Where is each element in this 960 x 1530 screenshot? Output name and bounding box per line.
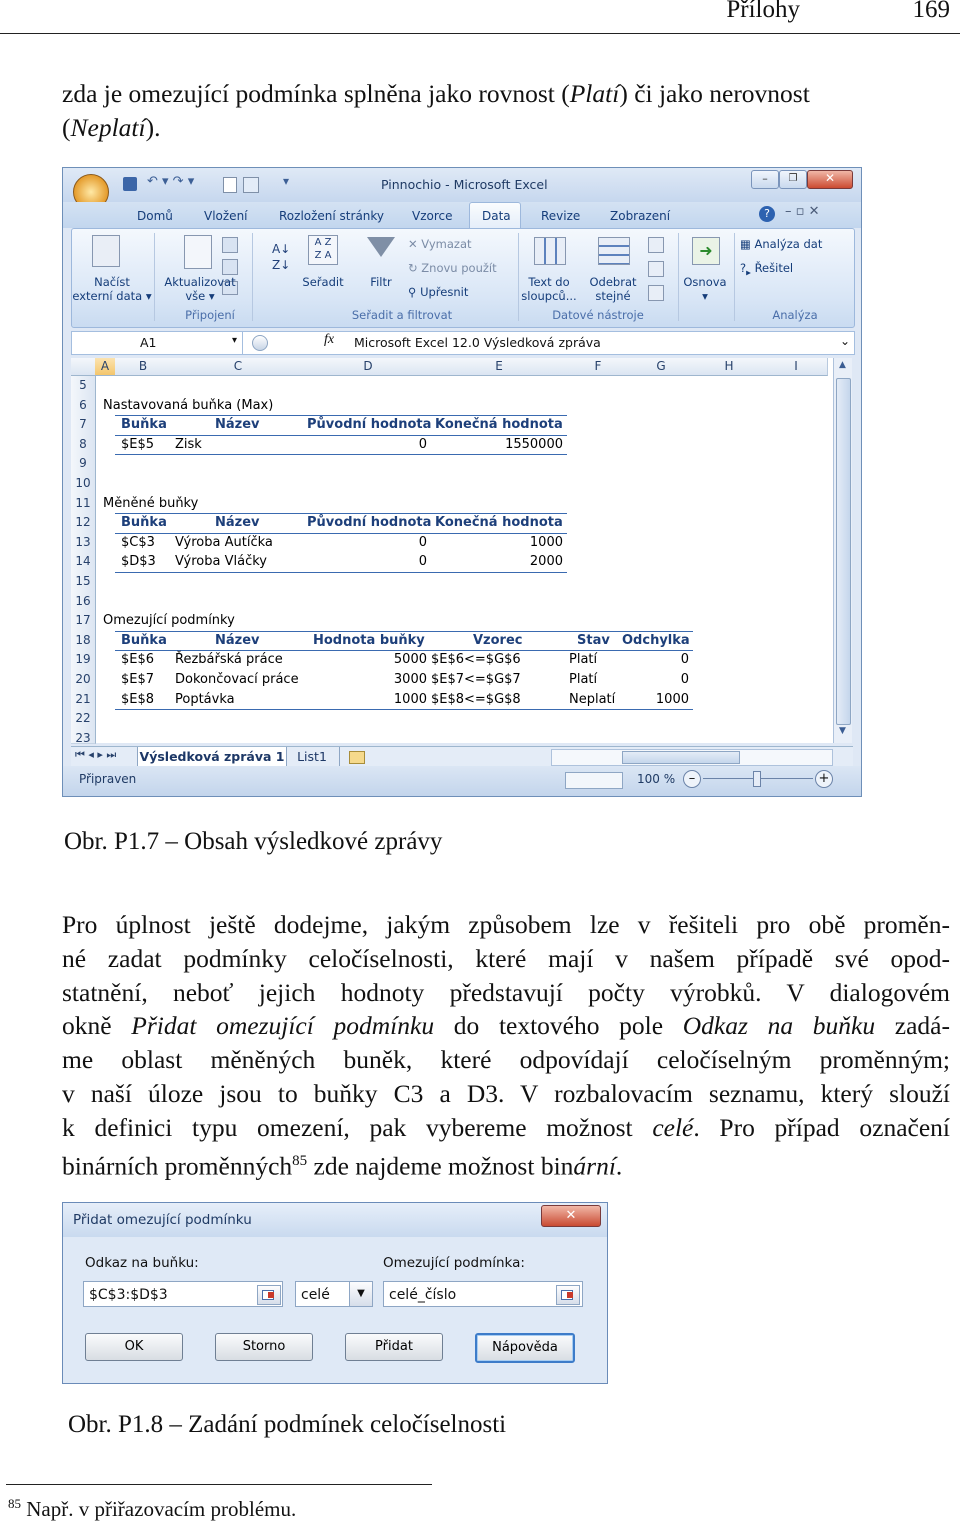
cell-ref-input[interactable]: $C$3:$D$3 [83, 1281, 283, 1307]
cell-ref-label: Odkaz na buňku: [85, 1255, 199, 1271]
analyza-dat-label: Analýza dat [754, 237, 823, 251]
table-border [115, 454, 567, 455]
cell-value[interactable]: 3000 [393, 672, 427, 687]
para-text: do textového pole [434, 1011, 683, 1041]
scroll-thumb[interactable] [836, 378, 851, 725]
worksheet-grid [71, 358, 851, 743]
aktualizovat-button[interactable]: Aktualizovat vše ▾ [160, 275, 240, 303]
body-paragraph [62, 908, 950, 1183]
para-text: binárních proměnných [62, 1151, 293, 1181]
upresnit-label: Upřesnit [420, 285, 469, 299]
ribbon [71, 228, 855, 328]
col-header-b[interactable]: B [115, 358, 172, 376]
scroll-down-icon[interactable]: ▼ [839, 726, 846, 736]
resitel-button[interactable]: $?_▸$ Řešitel [740, 261, 794, 279]
cell-slack[interactable]: 0 [680, 652, 689, 668]
undo-icon[interactable]: ↶ ▾ ↷ ▾ [147, 174, 195, 189]
zoom-out-icon[interactable]: – [683, 770, 701, 788]
aktualizovat-label: Aktualizovat [164, 275, 236, 289]
cell-name[interactable]: Zisk [175, 436, 202, 452]
para-text: bin [540, 1151, 574, 1181]
zoom-slider-thumb[interactable] [753, 771, 761, 787]
externi-data-label: externí data [72, 289, 143, 303]
header-puvodni[interactable]: Původní hodnota [307, 417, 432, 433]
row-header[interactable]: 21 [71, 690, 96, 711]
footnote-ref[interactable]: 85 [292, 1152, 308, 1169]
upresnit-button[interactable]: ⚲ Upřesnit [408, 285, 469, 299]
cell-name[interactable]: Výroba Vláčky [175, 554, 267, 570]
cell-status[interactable]: Platí [569, 652, 598, 668]
row-header[interactable]: 20 [71, 670, 96, 691]
chevron-down-icon[interactable]: ▼ [349, 1282, 372, 1306]
remove-duplicates-icon[interactable] [598, 237, 630, 265]
para-line: me oblast měněných buněk, které odpovídají celočíselným proměnným; [62, 1045, 950, 1075]
para-italic-field-name: Odkaz na buňku [682, 1011, 876, 1041]
new-doc-icon[interactable] [223, 177, 237, 193]
row-header[interactable]: 14 [71, 552, 96, 573]
para-text: zadá- [875, 1011, 950, 1041]
row-header[interactable]: 13 [71, 533, 96, 554]
col-header-e[interactable]: E [431, 358, 568, 376]
odebrat-stejne-button[interactable] [582, 275, 644, 303]
view-buttons[interactable] [565, 772, 623, 789]
osnova-label: Osnova [683, 275, 727, 289]
resitel-label: Řešitel [754, 261, 794, 275]
group-separator [154, 233, 155, 321]
cell-value[interactable]: 5000 [393, 652, 427, 668]
properties-icon[interactable] [222, 259, 238, 275]
nacist-label: Načíst [94, 275, 130, 289]
header-bunka[interactable]: Buňka [121, 632, 167, 648]
text-do-label: Text do [528, 275, 570, 289]
cell-name[interactable]: Dokončovací práce [175, 672, 299, 687]
row-header[interactable]: 12 [71, 513, 96, 534]
operator-select[interactable] [295, 1281, 373, 1307]
header-vzorec[interactable]: Vzorec [473, 632, 523, 648]
znovu-pouzit-label: Znovu použít [421, 261, 497, 275]
horizontal-scrollbar[interactable] [551, 749, 833, 766]
zoom-in-icon[interactable]: + [815, 770, 833, 788]
operator-value: celé [301, 1287, 330, 1303]
row-header[interactable]: 5 [71, 376, 96, 397]
close-button[interactable]: ✕ [807, 170, 853, 189]
tab-rozlozeni[interactable]: Rozložení stránky [279, 209, 385, 223]
constraint-input[interactable]: celé_číslo [383, 1281, 583, 1307]
window-title: Pinnochio - Microsoft Excel [381, 177, 548, 192]
tab-vlozeni[interactable]: Vložení [204, 209, 248, 223]
cell-slack[interactable]: 1000 [655, 691, 689, 707]
vertical-scrollbar[interactable] [833, 358, 852, 743]
filtr-button[interactable]: Filtr [370, 275, 392, 289]
header-konecna[interactable]: Konečná hodnota [435, 515, 563, 531]
cell-original[interactable]: 0 [418, 554, 427, 570]
group-analyza: Analýza [772, 308, 818, 322]
data-validation-icon[interactable] [648, 237, 664, 253]
cell-final[interactable]: 2000 [529, 554, 563, 570]
row-header[interactable]: 6 [71, 396, 96, 417]
save-icon[interactable] [123, 177, 137, 191]
ok-button[interactable]: OK [85, 1333, 183, 1361]
header-stav[interactable]: Stav [577, 632, 610, 648]
print-preview-icon[interactable] [243, 177, 259, 193]
intro-line-1 [62, 77, 950, 111]
help-icon[interactable]: ? [759, 206, 775, 222]
col-header-h[interactable]: H [693, 358, 766, 376]
add-constraint-dialog [62, 1202, 608, 1384]
para-line [62, 1009, 950, 1043]
excel-titlebar [63, 168, 861, 202]
intro-neplatí: Neplatí [70, 112, 146, 142]
footnote-number: 85 [8, 1496, 21, 1511]
table-border [115, 513, 567, 514]
group-datove-nastroje: Datové nástroje [552, 308, 644, 322]
cell-original[interactable]: 0 [418, 534, 427, 550]
cell-name[interactable]: Poptávka [175, 691, 235, 707]
tab-zobrazeni[interactable]: Zobrazení [610, 209, 671, 223]
cell-ref[interactable]: $E$8 [121, 691, 155, 707]
dialog-close-icon[interactable]: ✕ [541, 1205, 601, 1227]
sort-az-icon[interactable]: A↓ Z↓ [272, 242, 291, 272]
footnote-text: Např. v přiřazovacím problému. [26, 1497, 297, 1521]
running-header [0, 0, 960, 34]
section-title-changing[interactable]: Měněné buňky [103, 495, 199, 511]
sheet-tab-vysledkova-zprava[interactable]: Výsledková zpráva 1 [137, 747, 287, 767]
header-bunka[interactable]: Buňka [121, 417, 167, 433]
intro-line-2 [62, 111, 950, 145]
help-button[interactable]: Nápověda [475, 1333, 575, 1363]
footnote-rule [6, 1484, 432, 1485]
row-header[interactable]: 9 [71, 454, 96, 475]
table-border [115, 631, 693, 632]
constraint-label: Omezující podmínka: [383, 1255, 525, 1271]
cell-status[interactable]: Neplatí [569, 691, 616, 707]
tab-data[interactable]: Data [482, 209, 511, 223]
header-bunka[interactable]: Buňka [121, 515, 167, 531]
para-line [62, 1145, 950, 1183]
cell-status[interactable]: Platí [569, 672, 598, 687]
workbook-controls[interactable]: – ▫ ✕ [785, 204, 820, 219]
row-header[interactable]: 17 [71, 611, 96, 632]
section-title-objective[interactable]: Nastavovaná buňka (Max) [103, 397, 274, 413]
intro-text-b: ) či jako nerovnost [619, 79, 810, 108]
name-box-dropdown-icon[interactable]: ▾ [232, 335, 238, 346]
col-header-f[interactable]: F [567, 358, 630, 376]
scroll-up-icon[interactable]: ▲ [839, 360, 846, 370]
row-header[interactable]: 15 [71, 572, 96, 593]
cell-ref[interactable]: $C$3 [121, 534, 155, 550]
cell-value[interactable]: 1000 [393, 691, 427, 707]
add-button[interactable]: Přidat [345, 1333, 443, 1361]
cell-formula[interactable]: $E$6<=$G$6 [431, 652, 521, 668]
range-arrow-icon [567, 1292, 573, 1298]
cell-final[interactable]: 1550000 [505, 436, 563, 452]
sort-icon[interactable]: A Z Z A [308, 235, 338, 265]
nacist-button[interactable]: Načíst externí data ▾ [72, 275, 152, 303]
intro-text [62, 77, 950, 145]
col-header-i[interactable]: I [765, 358, 828, 376]
text-to-columns-icon[interactable] [534, 237, 566, 265]
refresh-icon[interactable] [184, 235, 212, 269]
intro-text-c: ( [62, 112, 71, 142]
select-all-corner[interactable] [71, 358, 96, 376]
para-text: . Pro případ označení [693, 1112, 950, 1142]
para-text: zde najdeme možnost [307, 1151, 541, 1181]
header-nazev[interactable]: Název [215, 417, 260, 433]
analyza-dat-button[interactable]: ▦ Analýza dat [740, 237, 823, 251]
status-text: Připraven [79, 772, 137, 786]
header-odchylka[interactable]: Odchylka [622, 632, 690, 648]
col-header-c[interactable]: C [171, 358, 306, 376]
row-header[interactable]: 10 [71, 474, 96, 495]
col-header-a[interactable]: A [95, 358, 116, 376]
para-text: . [615, 1151, 623, 1181]
header-hodnota[interactable]: Hodnota buňky [313, 632, 425, 648]
cell-final[interactable]: 1000 [529, 534, 563, 550]
insert-sheet-icon[interactable] [349, 751, 365, 764]
cancel-button[interactable]: Storno [215, 1333, 313, 1361]
table-border [115, 415, 567, 416]
group-separator [678, 233, 679, 321]
cell-name[interactable]: Řezbářská práce [175, 652, 283, 668]
status-bar [63, 766, 861, 796]
tab-revize[interactable]: Revize [541, 209, 581, 223]
name-box-value: A1 [140, 335, 157, 350]
row-header[interactable]: 19 [71, 650, 96, 671]
dialog-title: Přidat omezující podmínku [73, 1212, 252, 1228]
header-konecna[interactable]: Konečná hodnota [435, 417, 563, 433]
cell-ref[interactable]: $E$7 [121, 672, 155, 687]
text-do-sloupcu-button[interactable] [518, 275, 580, 303]
page-number: 169 [912, 0, 950, 23]
figure-caption-1: Obr. P1.7 – Obsah výsledkové zprávy [64, 828, 443, 855]
window-controls [751, 170, 855, 188]
restore-button[interactable]: ❐ [779, 170, 807, 189]
para-text: okně [62, 1011, 132, 1041]
zoom-level[interactable]: 100 % [637, 772, 676, 786]
header-nazev[interactable]: Název [215, 515, 260, 531]
figure-caption-2: Obr. P1.8 – Zadání podmínek celočíselnosti [68, 1411, 507, 1438]
cell-ref[interactable]: $D$3 [121, 554, 156, 570]
header-nazev[interactable]: Název [215, 632, 260, 648]
cell-ref-collapse-icon[interactable] [257, 1285, 281, 1305]
fx-icon[interactable]: fx [324, 332, 335, 347]
cell-ref[interactable]: $E$6 [121, 652, 155, 668]
row-header[interactable]: 11 [71, 494, 96, 515]
row-header[interactable]: 7 [71, 415, 96, 436]
group-separator [734, 233, 735, 321]
para-line: Pro úplnost ještě dodejme, jakým způsobem lze v řešiteli pro obě proměn- [62, 910, 950, 939]
header-puvodni[interactable]: Původní hodnota [307, 515, 432, 531]
group-seradit-filtrovat: Seřadit a filtrovat [351, 308, 453, 322]
ribbon-tabs [63, 202, 861, 228]
formula-bar [71, 331, 855, 355]
para-italic-dialog-name: Přidat omezující podmínku [131, 1011, 435, 1041]
row-header[interactable]: 22 [71, 709, 96, 730]
vymazat-button: ✕ Vymazat [408, 237, 472, 251]
para-line [62, 1111, 950, 1145]
formula-text[interactable]: Microsoft Excel 12.0 Výsledková zpráva [354, 335, 601, 350]
footnote [8, 1496, 296, 1522]
formula-expand-icon[interactable] [252, 335, 268, 351]
minimize-button[interactable]: – [751, 170, 779, 189]
h-scroll-thumb[interactable] [622, 751, 740, 764]
seradit-button[interactable]: Seřadit [302, 275, 344, 289]
excel-screenshot [62, 167, 862, 797]
intro-text-d: ). [145, 112, 161, 142]
para-italic-cele: celé [652, 1112, 694, 1142]
znovu-pouzit-button: ↻ Znovu použít [408, 261, 497, 275]
para-line: v naší úloze jsou to buňky C3 a D3. V rozbalovacím seznamu, který slouží [62, 1078, 950, 1108]
sheet-nav-icons[interactable]: ⏮ ◂ ▸ ⏭ [75, 748, 117, 761]
header-title: Přílohy [726, 0, 800, 23]
vymazat-label: Vymazat [421, 237, 472, 251]
col-header-d[interactable]: D [305, 358, 432, 376]
external-data-icon[interactable] [92, 235, 120, 267]
cell-formula[interactable]: $E$7<=$G$7 [431, 672, 521, 687]
qat-dropdown-icon[interactable]: ▾ [283, 174, 290, 188]
sloupcu-label: sloupců... [521, 289, 577, 303]
osnova-button[interactable]: Osnova ▾ [680, 275, 730, 303]
name-box[interactable] [72, 332, 243, 354]
intro-platí: Platí [569, 79, 620, 108]
row-header[interactable]: 8 [71, 435, 96, 456]
outline-icon[interactable]: ➜ [692, 237, 720, 265]
odebrat-label: Odebrat [589, 275, 637, 289]
tab-domu[interactable]: Domů [137, 209, 173, 223]
consolidate-icon[interactable] [648, 261, 664, 277]
formula-bar-collapse-icon[interactable]: ⌄ [840, 334, 851, 348]
para-line: statnění, neboť jejich hodnoty představují počty výrobků. V dialogovém [62, 977, 950, 1007]
group-pripojeni: Připojení [185, 308, 235, 322]
col-header-g[interactable]: G [629, 358, 694, 376]
table-border [115, 709, 693, 710]
cell-name[interactable]: Výroba Autíčka [175, 534, 273, 550]
vse-label: vše [185, 289, 206, 303]
filter-icon[interactable] [367, 237, 395, 257]
para-text: k definici typu omezení, pak vybereme možnost [62, 1112, 653, 1142]
row-header[interactable]: 18 [71, 631, 96, 652]
connections-icon[interactable] [222, 237, 238, 253]
dialog-titlebar [63, 1203, 607, 1237]
what-if-icon[interactable] [648, 285, 664, 301]
range-arrow-icon [268, 1292, 274, 1298]
section-title-constraints[interactable]: Omezující podmínky [103, 613, 235, 629]
constraint-collapse-icon[interactable] [556, 1285, 580, 1305]
stejne-label: stejné [595, 289, 631, 303]
cell-slack[interactable]: 0 [680, 672, 689, 687]
sheet-tab-list1[interactable]: List1 [285, 747, 340, 766]
row-header[interactable]: 16 [71, 592, 96, 613]
tab-vzorce[interactable]: Vzorce [412, 209, 453, 223]
row-header[interactable]: 23 [71, 729, 96, 744]
group-separator [252, 233, 253, 321]
para-italic-binarni: ární [573, 1151, 616, 1181]
cell-formula[interactable]: $E$8<=$G$8 [431, 691, 521, 707]
table-border [115, 572, 567, 573]
intro-text-a: zda je omezující podmínka splněna jako rovnost ( [62, 79, 570, 108]
cell-ref[interactable]: $E$5 [121, 436, 155, 452]
cell-original[interactable]: 0 [418, 436, 427, 452]
sheet-tab-bar [71, 746, 853, 767]
para-line: né zadat podmínky celočíselnosti, které mají v našem případě své opod- [62, 943, 950, 973]
